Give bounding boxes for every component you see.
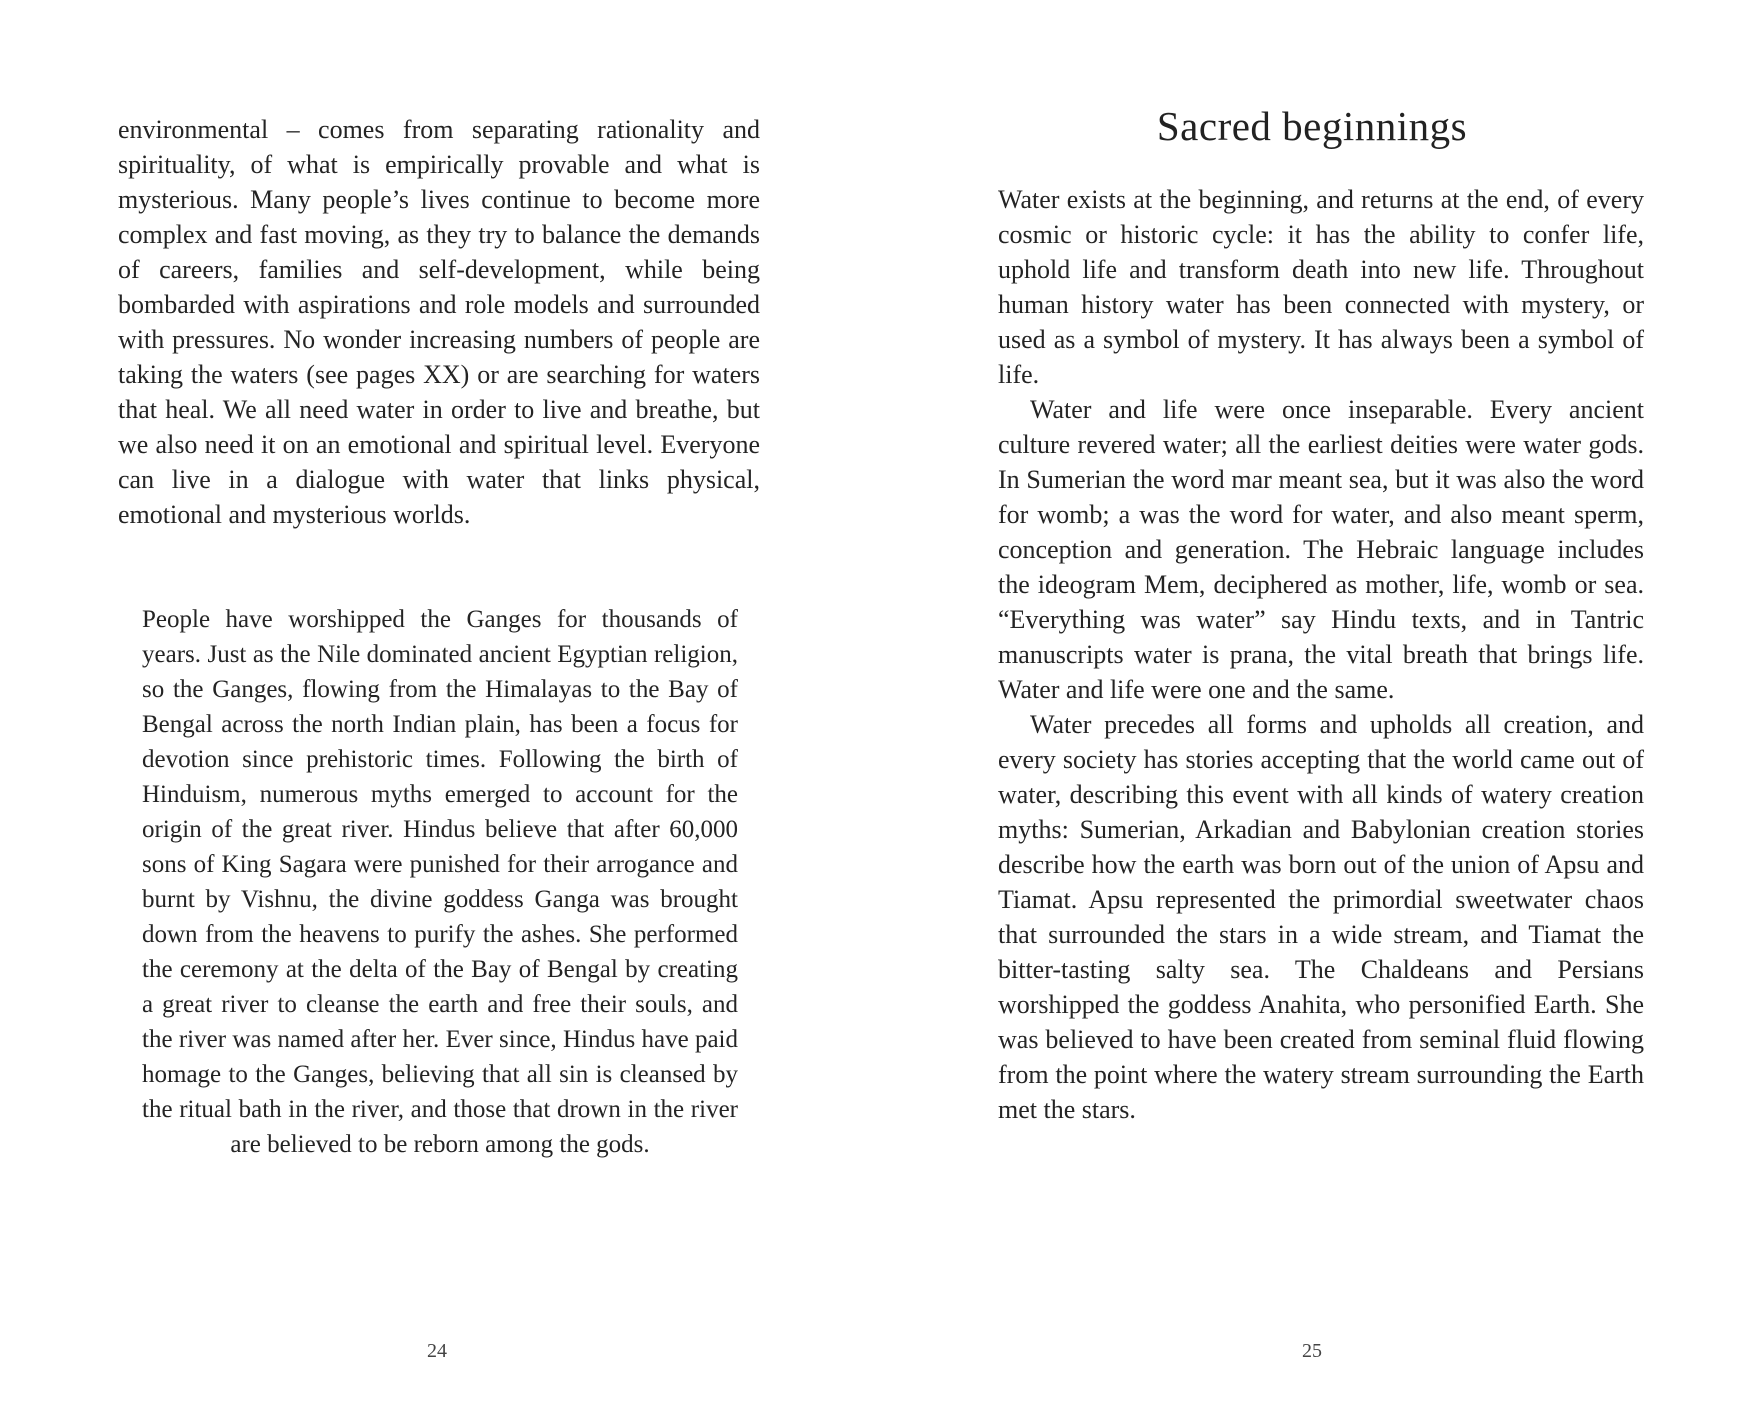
right-page-number: 25 (1302, 1340, 1322, 1362)
chapter-heading: Sacred beginnings (1156, 103, 1468, 149)
ganges-sidebar-text: People have worshipped the Ganges for thousands of years. Just as the Nile dominated ancient Egyptian religion, so the Ganges, flowing from the Himalayas to the Bay of Bengal across the north Indian plain, has been a focus for devotion since prehistoric times. Following the birth of Hinduism, numerous myths emerged to account for the origin of the great river. Hindus believe that after 60,000 sons of King Sagara were punished for their arrogance and burnt by Vishnu, the divine goddess Ganga was brought down from the heavens to purify the ashes. She performed the ceremony at the delta of the Bay of Bengal by creating a great river to cleanse the earth and free their souls, and the river was named after her. Ever since, Hindus have paid homage to the Ganges, believing that all sin is cleansed by the ritual bath in the river, and those that drown in the river are believed to be reborn among the gods. (142, 606, 738, 1158)
right-paragraph-2: Water and life were once inseparable. Every ancient culture revered water; all the earliest deities were water gods. In Sumerian the word mar meant sea, but it was also the word for womb; a was the word for water, and also meant sperm, conception and generation. The Hebraic language includes the ideogram Mem, deciphered as mother, life, womb or sea. “Everything was water” say Hindu texts, and in Tantric manuscripts water is prana, the vital breath that brings life. Water and life were one and the same. (998, 395, 1644, 704)
left-page-body-text: environmental – comes from separating rationality and spirituality, of what is empirically provable and what is mysterious. Many people’s lives continue to become more complex and fast moving, as they try to balance the demands of careers, families and self-development, while being bombarded with aspirations and role models and surrounded with pressures. No wonder increasing numbers of people are taking the waters (see pages XX) or are searching for waters that heal. We all need water in order to live and breathe, but we also need it on an emotional and spiritual level. Everyone can live in a dialogue with water that links physical, emotional and mysterious worlds. (118, 115, 760, 529)
right-paragraph-1: Water exists at the beginning, and returns at the end, of every cosmic or historic cycle: it has the ability to confer life, uphold life and transform death into new life. Throughout human history water has been connected with mystery, or used as a symbol of mystery. It has always been a symbol of life. (998, 185, 1644, 389)
left-page (0, 0, 874, 1402)
right-paragraph-3: Water precedes all forms and upholds all creation, and every society has stories accepting that the world came out of water, describing this event with all kinds of watery creation myths: Sumerian, Arkadian and Babylonian creation stories describe how the earth was born out of the union of Apsu and Tiamat. Apsu represented the primordial sweetwater chaos that surrounded the stars in a wide stream, and Tiamat the bitter-tasting salty sea. The Chaldeans and Persians worshipped the goddess Anahita, who personified Earth. She was believed to have been created from seminal fluid flowing from the point where the watery stream surrounding the Earth met the stars. (998, 710, 1644, 1124)
left-page-number: 24 (427, 1340, 447, 1362)
right-page-body (998, 182, 1644, 1127)
right-page (875, 0, 1749, 1402)
